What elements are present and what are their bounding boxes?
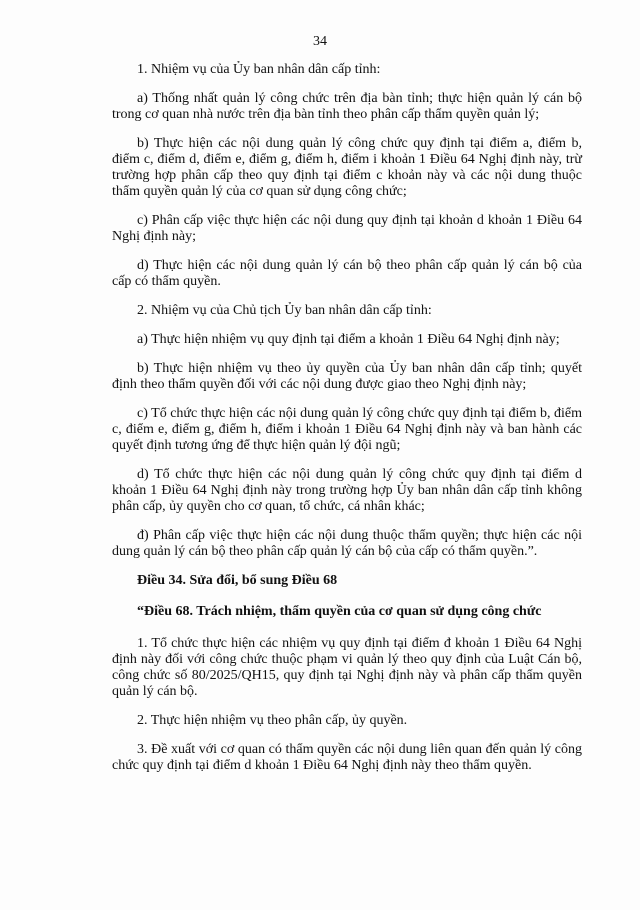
paragraph-2a: a) Thực hiện nhiệm vụ quy định tại điểm a khoản 1 Điều 64 Nghị định này; [137, 332, 560, 347]
paragraph-1: 1. Nhiệm vụ của Ủy ban nhân dân cấp tỉnh: [137, 62, 381, 77]
article-68-clause-2: 2. Thực hiện nhiệm vụ theo phân cấp, ủy quyền. [137, 713, 408, 728]
article-68-clause-3: 3. Đề xuất với cơ quan có thẩm quyền các nội dung liên quan đến quản lý công chức quy định tại điểm d khoản 1 Điều 64 Nghị định này theo thẩm quyền. [112, 742, 582, 773]
article-68-title: “Điều 68. Trách nhiệm, thẩm quyền của cơ quan sử dụng công chức [137, 604, 542, 619]
paragraph-2dd: đ) Phân cấp việc thực hiện các nội dung thuộc thẩm quyền; thực hiện các nội dung quản lý cán bộ theo phân cấp quản lý cán bộ của cấp có thẩm quyền.”. [112, 528, 582, 559]
paragraph-2: 2. Nhiệm vụ của Chủ tịch Ủy ban nhân dân cấp tỉnh: [137, 303, 432, 318]
document-body [112, 62, 582, 787]
paragraph-2d: d) Tổ chức thực hiện các nội dung quản lý công chức quy định tại điểm d khoản 1 Điều 64 Nghị định này trong trường hợp Ủy ban nhân dân cấp tỉnh không phân cấp, ủy quyền cho cơ quan, tổ chức, cá nhân khác; [112, 467, 582, 514]
page-number: 34 [313, 34, 327, 49]
article-34-heading: Điều 34. Sửa đổi, bổ sung Điều 68 [137, 573, 338, 588]
paragraph-2b: b) Thực hiện nhiệm vụ theo ủy quyền của Ủy ban nhân dân cấp tỉnh; quyết định theo thẩm quyền đối với các nội dung được giao theo Nghị định này; [112, 361, 582, 392]
paragraph-2c: c) Tổ chức thực hiện các nội dung quản lý công chức quy định tại điểm b, điểm c, điểm e, điểm g, điểm h, điểm i khoản 1 Điều 64 Nghị định này và ban hành các quyết định tương ứng để thực hiện quản lý đội ngũ; [112, 406, 582, 453]
paragraph-1d: d) Thực hiện các nội dung quản lý cán bộ theo phân cấp quản lý cán bộ của cấp có thẩm quyền. [112, 258, 582, 289]
paragraph-1b: b) Thực hiện các nội dung quản lý công chức quy định tại điểm a, điểm b, điểm c, điểm d, điểm e, điểm g, điểm h, điểm i khoản 1 Điều 64 Nghị định này, trừ trường hợp phân cấp theo quy định tại điểm c khoản này và các nội dung thuộc thẩm quyền quản lý của cơ quan sử dụng công chức; [112, 136, 582, 199]
article-68-clause-1: 1. Tổ chức thực hiện các nhiệm vụ quy định tại điểm đ khoản 1 Điều 64 Nghị định này đối với công chức thuộc phạm vi quản lý theo quy định của Luật Cán bộ, công chức số 80/2025/QH15, quy định tại Nghị định này và phân cấp thẩm quyền quản lý cán bộ. [112, 636, 582, 699]
paragraph-1c: c) Phân cấp việc thực hiện các nội dung quy định tại khoản d khoản 1 Điều 64 Nghị định này; [112, 213, 582, 244]
paragraph-1a: a) Thống nhất quản lý công chức trên địa bàn tỉnh; thực hiện quản lý cán bộ trong cơ quan nhà nước trên địa bàn tỉnh theo phân cấp thẩm quyền quản lý; [112, 91, 582, 122]
